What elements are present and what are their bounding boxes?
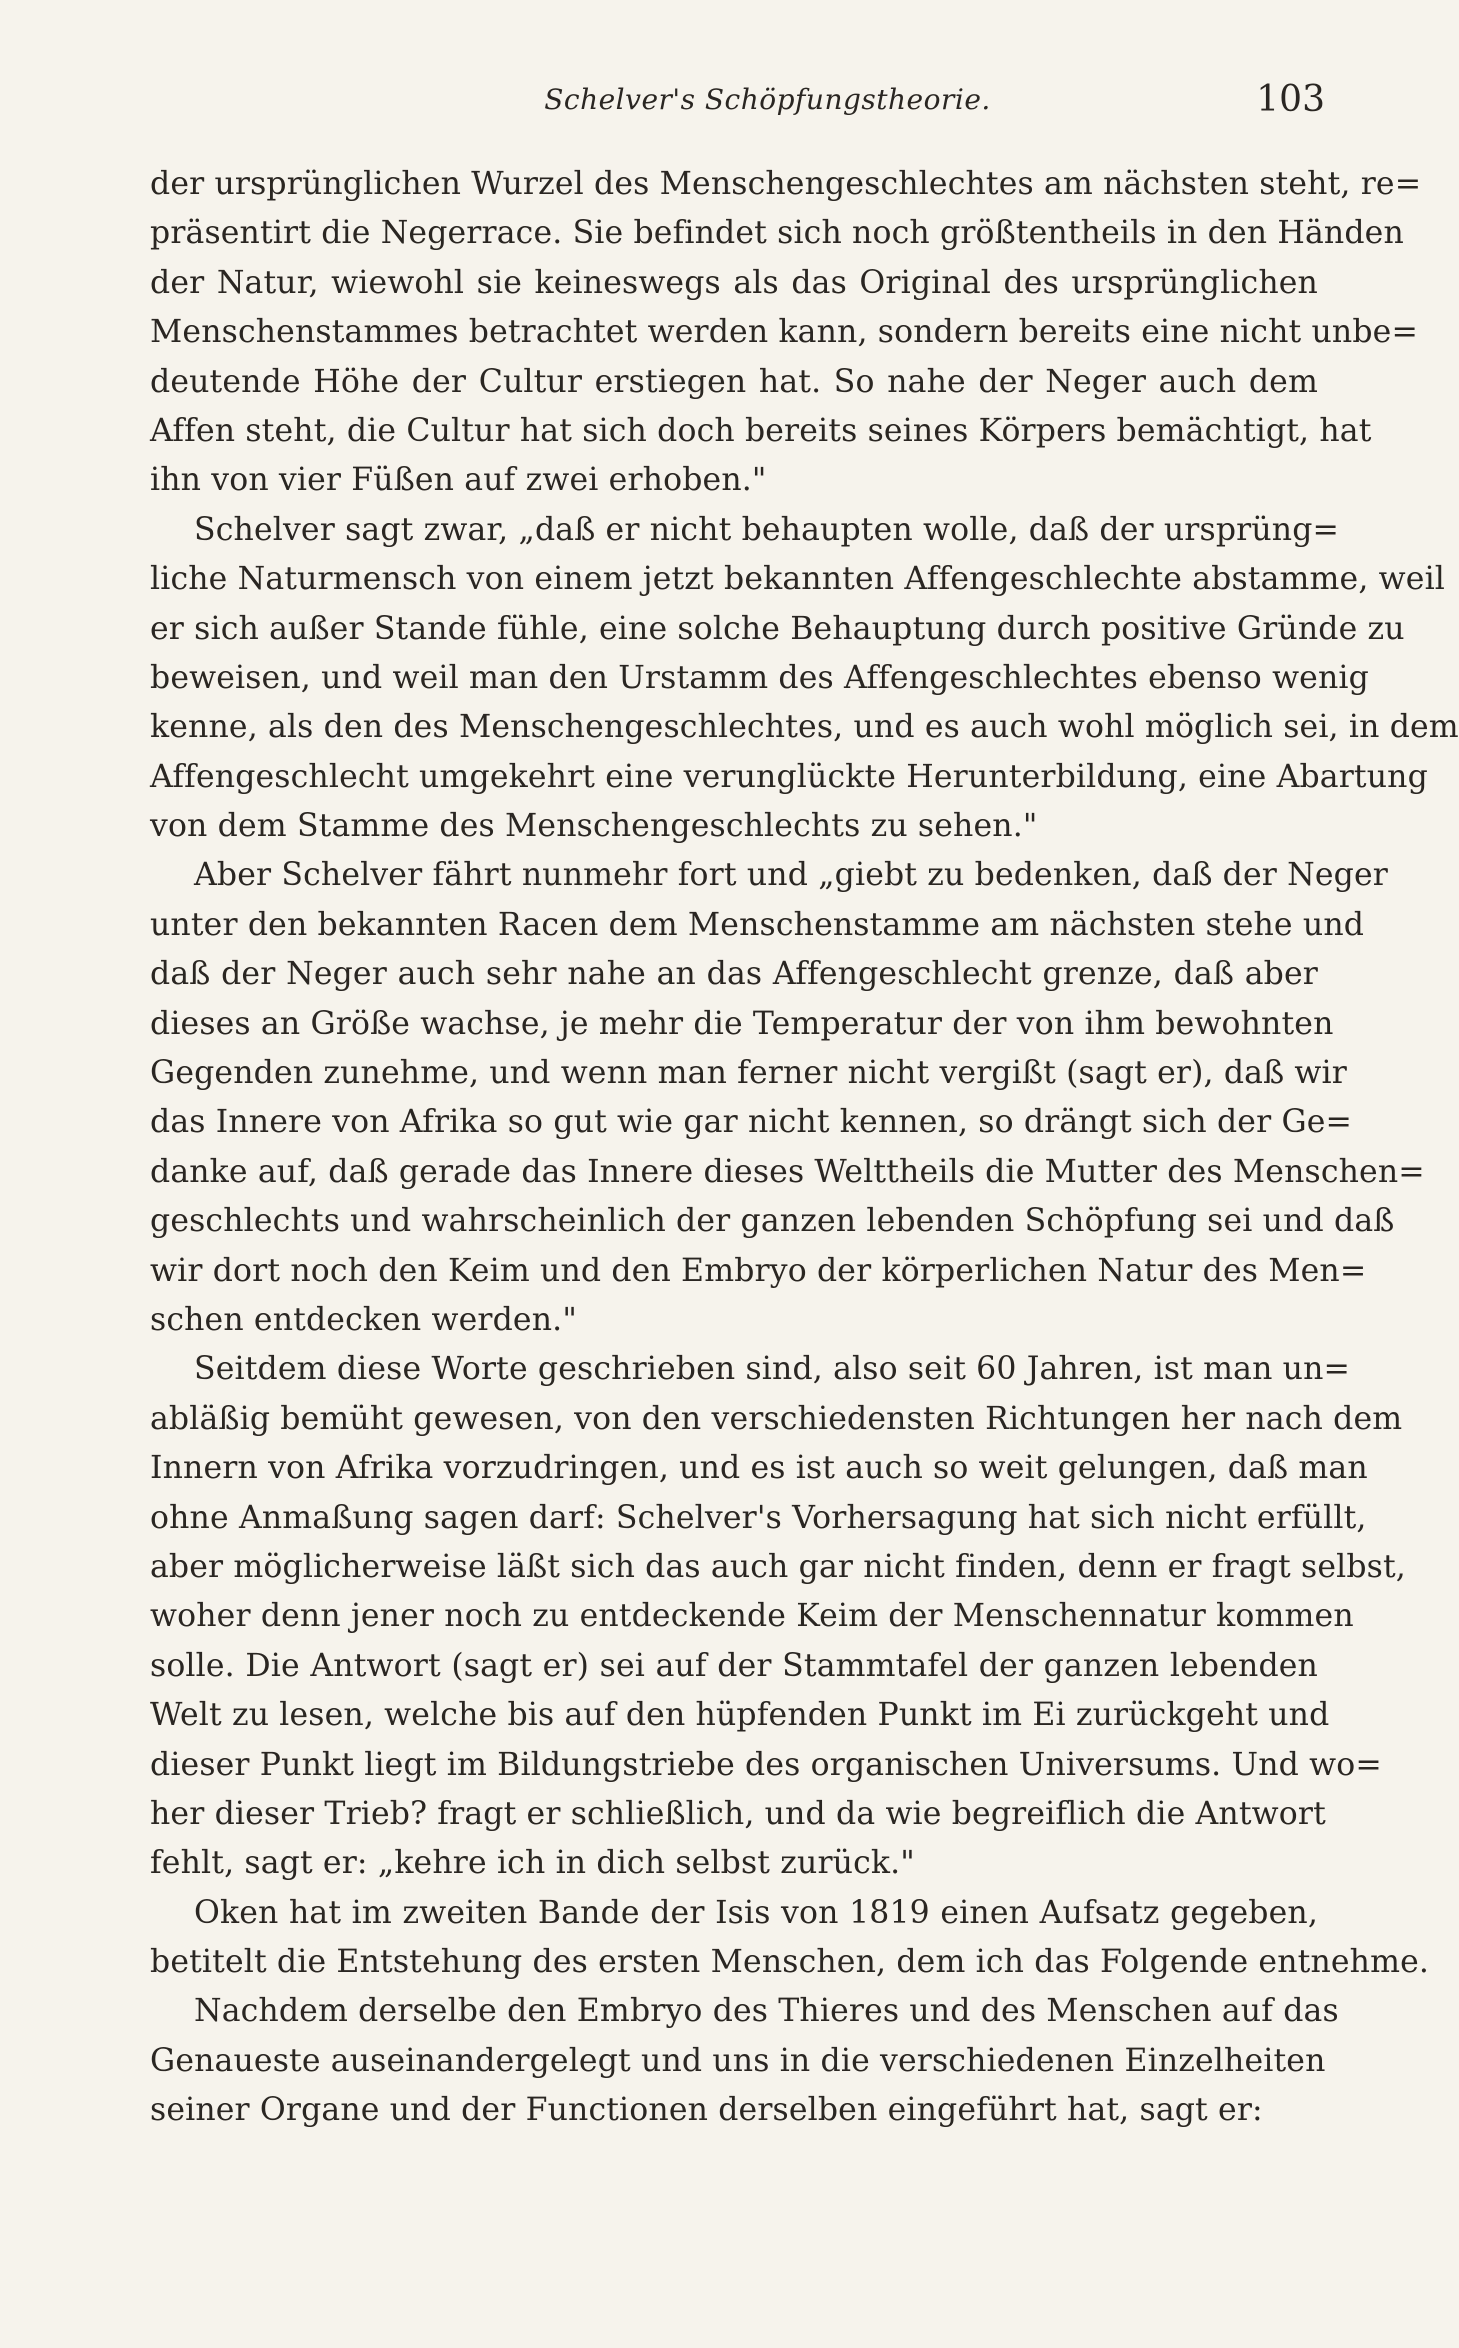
text-line-11: beweisen, und weil man den Urstamm des Affengeschlechtes ebenso wenig bbox=[150, 659, 1369, 696]
text-line-25: Seitdem diese Worte geschrieben sind, also seit 60 Jahren, ist man un= bbox=[194, 1351, 1351, 1388]
text-line-19: Gegenden zunehme, und wenn man ferner nicht vergißt (sagt er), daß wir bbox=[150, 1055, 1347, 1092]
text-line-36: Oken hat im zweiten Bande der Isis von 1819 einen Aufsatz gegeben, bbox=[194, 1894, 1318, 1931]
text-line-23: wir dort noch den Keim und den Embryo der körperlichen Natur des Men= bbox=[150, 1252, 1367, 1289]
page-header bbox=[150, 78, 1325, 120]
text-line-33: dieser Punkt liegt im Bildungstriebe des organischen Universums. Und wo= bbox=[150, 1746, 1382, 1783]
text-line-37: betitelt die Entstehung des ersten Menschen, dem ich das Folgende entnehme. bbox=[150, 1944, 1430, 1981]
text-line-1: der ursprünglichen Wurzel des Menschengeschlechtes am nächsten steht, re= bbox=[150, 166, 1422, 202]
text-line-16: unter den bekannten Racen dem Menschenstamme am nächsten stehe und bbox=[150, 906, 1365, 943]
running-head: Schelver's Schöpfungstheorie. bbox=[544, 82, 991, 116]
text-line-10: er sich außer Stande fühle, eine solche Behauptung durch positive Gründe zu bbox=[150, 610, 1405, 647]
text-line-32: Welt zu lesen, welche bis auf den hüpfenden Punkt im Ei zurückgeht und bbox=[150, 1697, 1330, 1734]
text-line-12: kenne, als den des Menschengeschlechtes, und es auch wohl möglich sei, in dem bbox=[150, 709, 1459, 746]
text-line-13: Affengeschlecht umgekehrt eine verunglückte Herunterbildung, eine Abartung bbox=[150, 758, 1428, 795]
text-line-15: Aber Schelver fährt nunmehr fort und „giebt zu bedenken, daß der Neger bbox=[194, 857, 1388, 894]
text-line-31: solle. Die Antwort (sagt er) sei auf der Stammtafel der ganzen lebenden bbox=[150, 1647, 1318, 1684]
text-line-3: der Natur, wiewohl sie keineswegs als das Original des ursprünglichen bbox=[150, 264, 1318, 301]
text-line-29: aber möglicherweise läßt sich das auch gar nicht finden, denn er fragt selbst, bbox=[150, 1548, 1406, 1585]
text-line-34: her dieser Trieb? fragt er schließlich, und da wie begreiflich die Antwort bbox=[150, 1795, 1326, 1832]
text-line-30: woher denn jener noch zu entdeckende Keim der Menschennatur kommen bbox=[150, 1598, 1354, 1635]
text-line-20: das Innere von Afrika so gut wie gar nicht kennen, so drängt sich der Ge= bbox=[150, 1104, 1353, 1141]
text-line-5: deutende Höhe der Cultur erstiegen hat. So nahe der Neger auch dem bbox=[150, 363, 1318, 400]
text-line-39: Genaueste auseinandergelegt und uns in die verschiedenen Einzelheiten bbox=[150, 2042, 1326, 2079]
body-text bbox=[150, 160, 1459, 2136]
text-line-28: ohne Anmaßung sagen darf: Schelver's Vorhersagung hat sich nicht erfüllt, bbox=[150, 1499, 1367, 1536]
text-line-4: Menschenstammes betrachtet werden kann, sondern bereits eine nicht unbe= bbox=[150, 314, 1419, 351]
text-line-7: ihn von vier Füßen auf zwei erhoben." bbox=[150, 462, 767, 499]
text-line-35: fehlt, sagt er: „kehre ich in dich selbst zurück." bbox=[150, 1845, 915, 1882]
page-number: 103 bbox=[1256, 78, 1325, 120]
text-line-26: abläßig bemüht gewesen, von den verschiedensten Richtungen her nach dem bbox=[150, 1400, 1403, 1437]
text-line-2: präsentirt die Negerrace. Sie befindet sich noch größtentheils in den Händen bbox=[150, 215, 1404, 252]
text-line-22: geschlechts und wahrscheinlich der ganzen lebenden Schöpfung sei und daß bbox=[150, 1203, 1395, 1240]
text-line-17: daß der Neger auch sehr nahe an das Affengeschlecht grenze, daß aber bbox=[150, 956, 1318, 993]
text-line-6: Affen steht, die Cultur hat sich doch bereits seines Körpers bemächtigt, hat bbox=[150, 412, 1372, 449]
text-line-40: seiner Organe und der Functionen derselben eingeführt hat, sagt er: bbox=[150, 2092, 1263, 2129]
text-line-21: danke auf, daß gerade das Innere dieses Welttheils die Mutter des Menschen= bbox=[150, 1153, 1425, 1190]
text-line-8: Schelver sagt zwar, „daß er nicht behaupten wolle, daß der ursprüng= bbox=[194, 511, 1340, 548]
text-line-18: dieses an Größe wachse, je mehr die Temperatur der von ihm bewohnten bbox=[150, 1005, 1334, 1042]
text-line-14: von dem Stamme des Menschengeschlechts zu sehen." bbox=[150, 808, 1038, 845]
text-line-38: Nachdem derselbe den Embryo des Thieres und des Menschen auf das bbox=[194, 1993, 1339, 2030]
text-line-27: Innern von Afrika vorzudringen, und es ist auch so weit gelungen, daß man bbox=[150, 1450, 1368, 1487]
text-line-24: schen entdecken werden." bbox=[150, 1301, 577, 1338]
text-line-9: liche Naturmensch von einem jetzt bekannten Affengeschlechte abstamme, weil bbox=[150, 561, 1446, 598]
